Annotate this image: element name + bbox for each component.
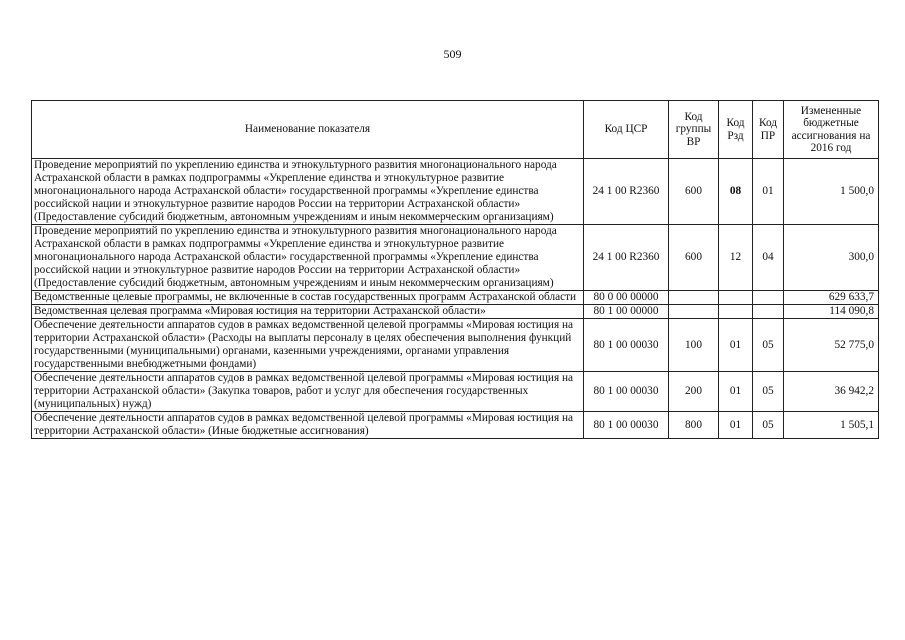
row-name: Ведомственная целевая программа «Мировая юстиция на территории Астраханской области» — [32, 305, 584, 319]
row-code: 80 1 00 00030 — [584, 412, 669, 439]
row-amount: 1 505,1 — [784, 412, 879, 439]
row-code: 24 1 00 R2360 — [584, 159, 669, 225]
header-code: Код ЦСР — [584, 101, 669, 159]
row-pr: 05 — [753, 319, 784, 372]
row-rzd — [719, 305, 753, 319]
row-amount: 1 500,0 — [784, 159, 879, 225]
table-row — [32, 372, 879, 412]
row-rzd: 12 — [719, 225, 753, 291]
header-pr: Код ПР — [753, 101, 784, 159]
row-amount: 36 942,2 — [784, 372, 879, 412]
row-vr: 100 — [669, 319, 719, 372]
row-rzd: 08 — [719, 159, 753, 225]
row-code: 80 1 00 00030 — [584, 372, 669, 412]
row-code: 80 1 00 00030 — [584, 319, 669, 372]
row-vr — [669, 305, 719, 319]
row-name: Обеспечение деятельности аппаратов судов в рамках ведомственной целевой программы «Мировая юстиция на территории Астраханской области» (Иные бюджетные ассигнования) — [32, 412, 584, 439]
row-pr: 05 — [753, 412, 784, 439]
row-rzd: 01 — [719, 372, 753, 412]
row-name: Проведение мероприятий по укреплению единства и этнокультурного развития многонационального народа Астраханской области в рамках подпрограммы «Укрепление единства и этнокультурное развитие многонационального народа Астраханской области» государственной программы «Укрепление единства российской нации и этнокультурное развитие народов России на территории Астраханской области» (Предоставление субсидий бюджетным, автономным учреждениям и иным некоммерческим организациям) — [32, 225, 584, 291]
header-rzd: Код Рзд — [719, 101, 753, 159]
row-rzd: 01 — [719, 412, 753, 439]
row-code: 80 1 00 00000 — [584, 305, 669, 319]
table-header-row — [32, 101, 879, 159]
row-pr: 04 — [753, 225, 784, 291]
row-name: Проведение мероприятий по укреплению единства и этнокультурного развития многонационального народа Астраханской области в рамках подпрограммы «Укрепление единства и этнокультурное развитие многонационального народа Астраханской области» государственной программы «Укрепление единства российской нации и этнокультурное развитие народов России на территории Астраханской области» (Предоставление субсидий бюджетным, автономным учреждениям и иным некоммерческим организациям) — [32, 159, 584, 225]
row-amount: 114 090,8 — [784, 305, 879, 319]
row-code: 80 0 00 00000 — [584, 291, 669, 305]
table-row — [32, 225, 879, 291]
row-amount: 629 633,7 — [784, 291, 879, 305]
table-row — [32, 291, 879, 305]
row-rzd — [719, 291, 753, 305]
row-pr: 01 — [753, 159, 784, 225]
header-vr: Код группы ВР — [669, 101, 719, 159]
header-amount: Измененные бюджетные ассигнования на 2016 год — [784, 101, 879, 159]
row-rzd: 01 — [719, 319, 753, 372]
row-pr: 05 — [753, 372, 784, 412]
table-row — [32, 319, 879, 372]
row-pr — [753, 291, 784, 305]
row-vr: 600 — [669, 159, 719, 225]
row-vr — [669, 291, 719, 305]
header-name: Наименование показателя — [32, 101, 584, 159]
row-pr — [753, 305, 784, 319]
row-code: 24 1 00 R2360 — [584, 225, 669, 291]
row-vr: 200 — [669, 372, 719, 412]
table-row — [32, 305, 879, 319]
row-vr: 800 — [669, 412, 719, 439]
page-number: 509 — [443, 47, 462, 61]
row-amount: 300,0 — [784, 225, 879, 291]
row-name: Ведомственные целевые программы, не включенные в состав государственных программ Астраханской области — [32, 291, 584, 305]
row-name: Обеспечение деятельности аппаратов судов в рамках ведомственной целевой программы «Мировая юстиция на территории Астраханской области» (Закупка товаров, работ и услуг для обеспечения государственных (муниципальных) нужд) — [32, 372, 584, 412]
row-name: Обеспечение деятельности аппаратов судов в рамках ведомственной целевой программы «Мировая юстиция на территории Астраханской области» (Расходы на выплаты персоналу в целях обеспечения выполнения функций государственными (муниципальными) органами, казенными учреждениями, органами управления государственными внебюджетными фондами) — [32, 319, 584, 372]
table-row — [32, 412, 879, 439]
table-row — [32, 159, 879, 225]
row-amount: 52 775,0 — [784, 319, 879, 372]
budget-table — [31, 100, 879, 439]
row-vr: 600 — [669, 225, 719, 291]
